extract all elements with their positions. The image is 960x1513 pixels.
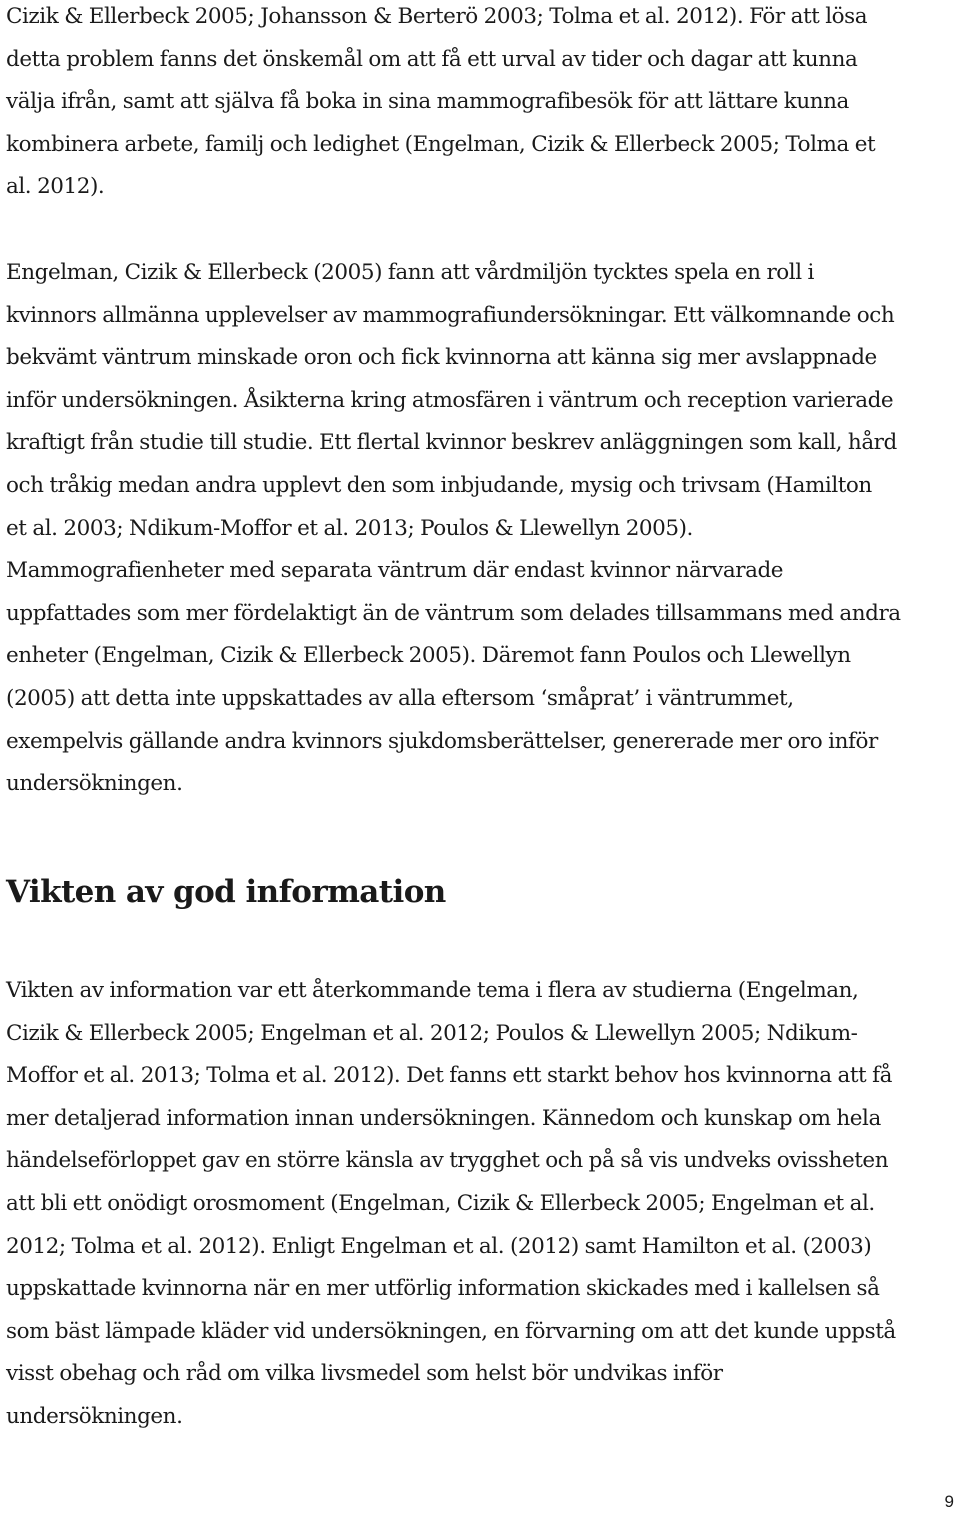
paragraph-2 xyxy=(6,252,901,806)
paragraph-1 xyxy=(6,0,875,209)
text-line: inför undersökningen. Åsikterna kring atmosfären i väntrum och reception varierade xyxy=(6,387,894,413)
text-line: uppskattade kvinnorna när en mer utförlig information skickades med i kallelsen så xyxy=(6,1276,880,1302)
text-line: Engelman, Cizik & Ellerbeck (2005) fann att vårdmiljön tycktes spela en roll i xyxy=(6,260,814,285)
text-line: 2012; Tolma et al. 2012). Enligt Engelman et al. (2012) samt Hamilton et al. (2003) xyxy=(6,1233,872,1259)
text-line: (2005) att detta inte uppskattades av alla eftersom ‘småprat’ i väntrummet, xyxy=(6,685,794,711)
paragraph-3 xyxy=(6,970,896,1439)
text-line: undersökningen. xyxy=(6,771,183,797)
text-line: Mammografienheter med separata väntrum där endast kvinnor närvarade xyxy=(6,558,784,584)
text-line: visst obehag och råd om vilka livsmedel som helst bör undvikas inför xyxy=(6,1361,723,1387)
text-line: Vikten av information var ett återkommande tema i flera av studierna (Engelman, xyxy=(6,978,859,1003)
text-line: exempelvis gällande andra kvinnors sjukdomsberättelser, genererade mer oro inför xyxy=(6,728,878,754)
text-line: händelseförloppet gav en större känsla av trygghet och på så vis undveks ovissheten xyxy=(6,1148,889,1174)
text-line: kvinnors allmänna upplevelser av mammografiundersökningar. Ett välkomnande och xyxy=(6,302,895,328)
text-line: et al. 2003; Ndikum-Moffor et al. 2013; Poulos & Llewellyn 2005). xyxy=(6,515,693,541)
text-line: bekvämt väntrum minskade oron och fick kvinnorna att känna sig mer avslappnade xyxy=(6,345,877,371)
text-line: och tråkig medan andra upplevt den som inbjudande, mysig och trivsam (Hamilton xyxy=(6,472,872,498)
text-line: al. 2012). xyxy=(6,174,105,200)
page-number: 9 xyxy=(944,1492,954,1511)
text-line: uppfattades som mer fördelaktigt än de väntrum som delades tillsammans med andra xyxy=(6,600,901,626)
text-line: Cizik & Ellerbeck 2005; Engelman et al. 2012; Poulos & Llewellyn 2005; Ndikum- xyxy=(6,1020,858,1046)
text-line: kraftigt från studie till studie. Ett flertal kvinnor beskrev anläggningen som kall, hård xyxy=(6,430,897,456)
text-line: kombinera arbete, familj och ledighet (Engelman, Cizik & Ellerbeck 2005; Tolma et xyxy=(6,131,876,157)
text-line: som bäst lämpade kläder vid undersökningen, en förvarning om att det kunde uppstå xyxy=(6,1318,896,1344)
text-line: välja ifrån, samt att själva få boka in sina mammografibesök för att lättare kunna xyxy=(6,89,849,115)
text-line: Cizik & Ellerbeck 2005; Johansson & Berterö 2003; Tolma et al. 2012). För att lösa xyxy=(6,4,868,29)
text-line: mer detaljerad information innan undersökningen. Kännedom och kunskap om hela xyxy=(6,1105,881,1131)
text-line: Moffor et al. 2013; Tolma et al. 2012). Det fanns ett starkt behov hos kvinnorna att få xyxy=(6,1063,892,1089)
text-line: enheter (Engelman, Cizik & Ellerbeck 2005). Däremot fann Poulos och Llewellyn xyxy=(6,643,851,669)
text-line: undersökningen. xyxy=(6,1403,183,1429)
section-heading: Vikten av god information xyxy=(6,874,446,910)
text-line: att bli ett onödigt orosmoment (Engelman, Cizik & Ellerbeck 2005; Engelman et al. xyxy=(6,1190,875,1216)
text-line: detta problem fanns det önskemål om att få ett urval av tider och dagar att kunna xyxy=(6,46,858,72)
